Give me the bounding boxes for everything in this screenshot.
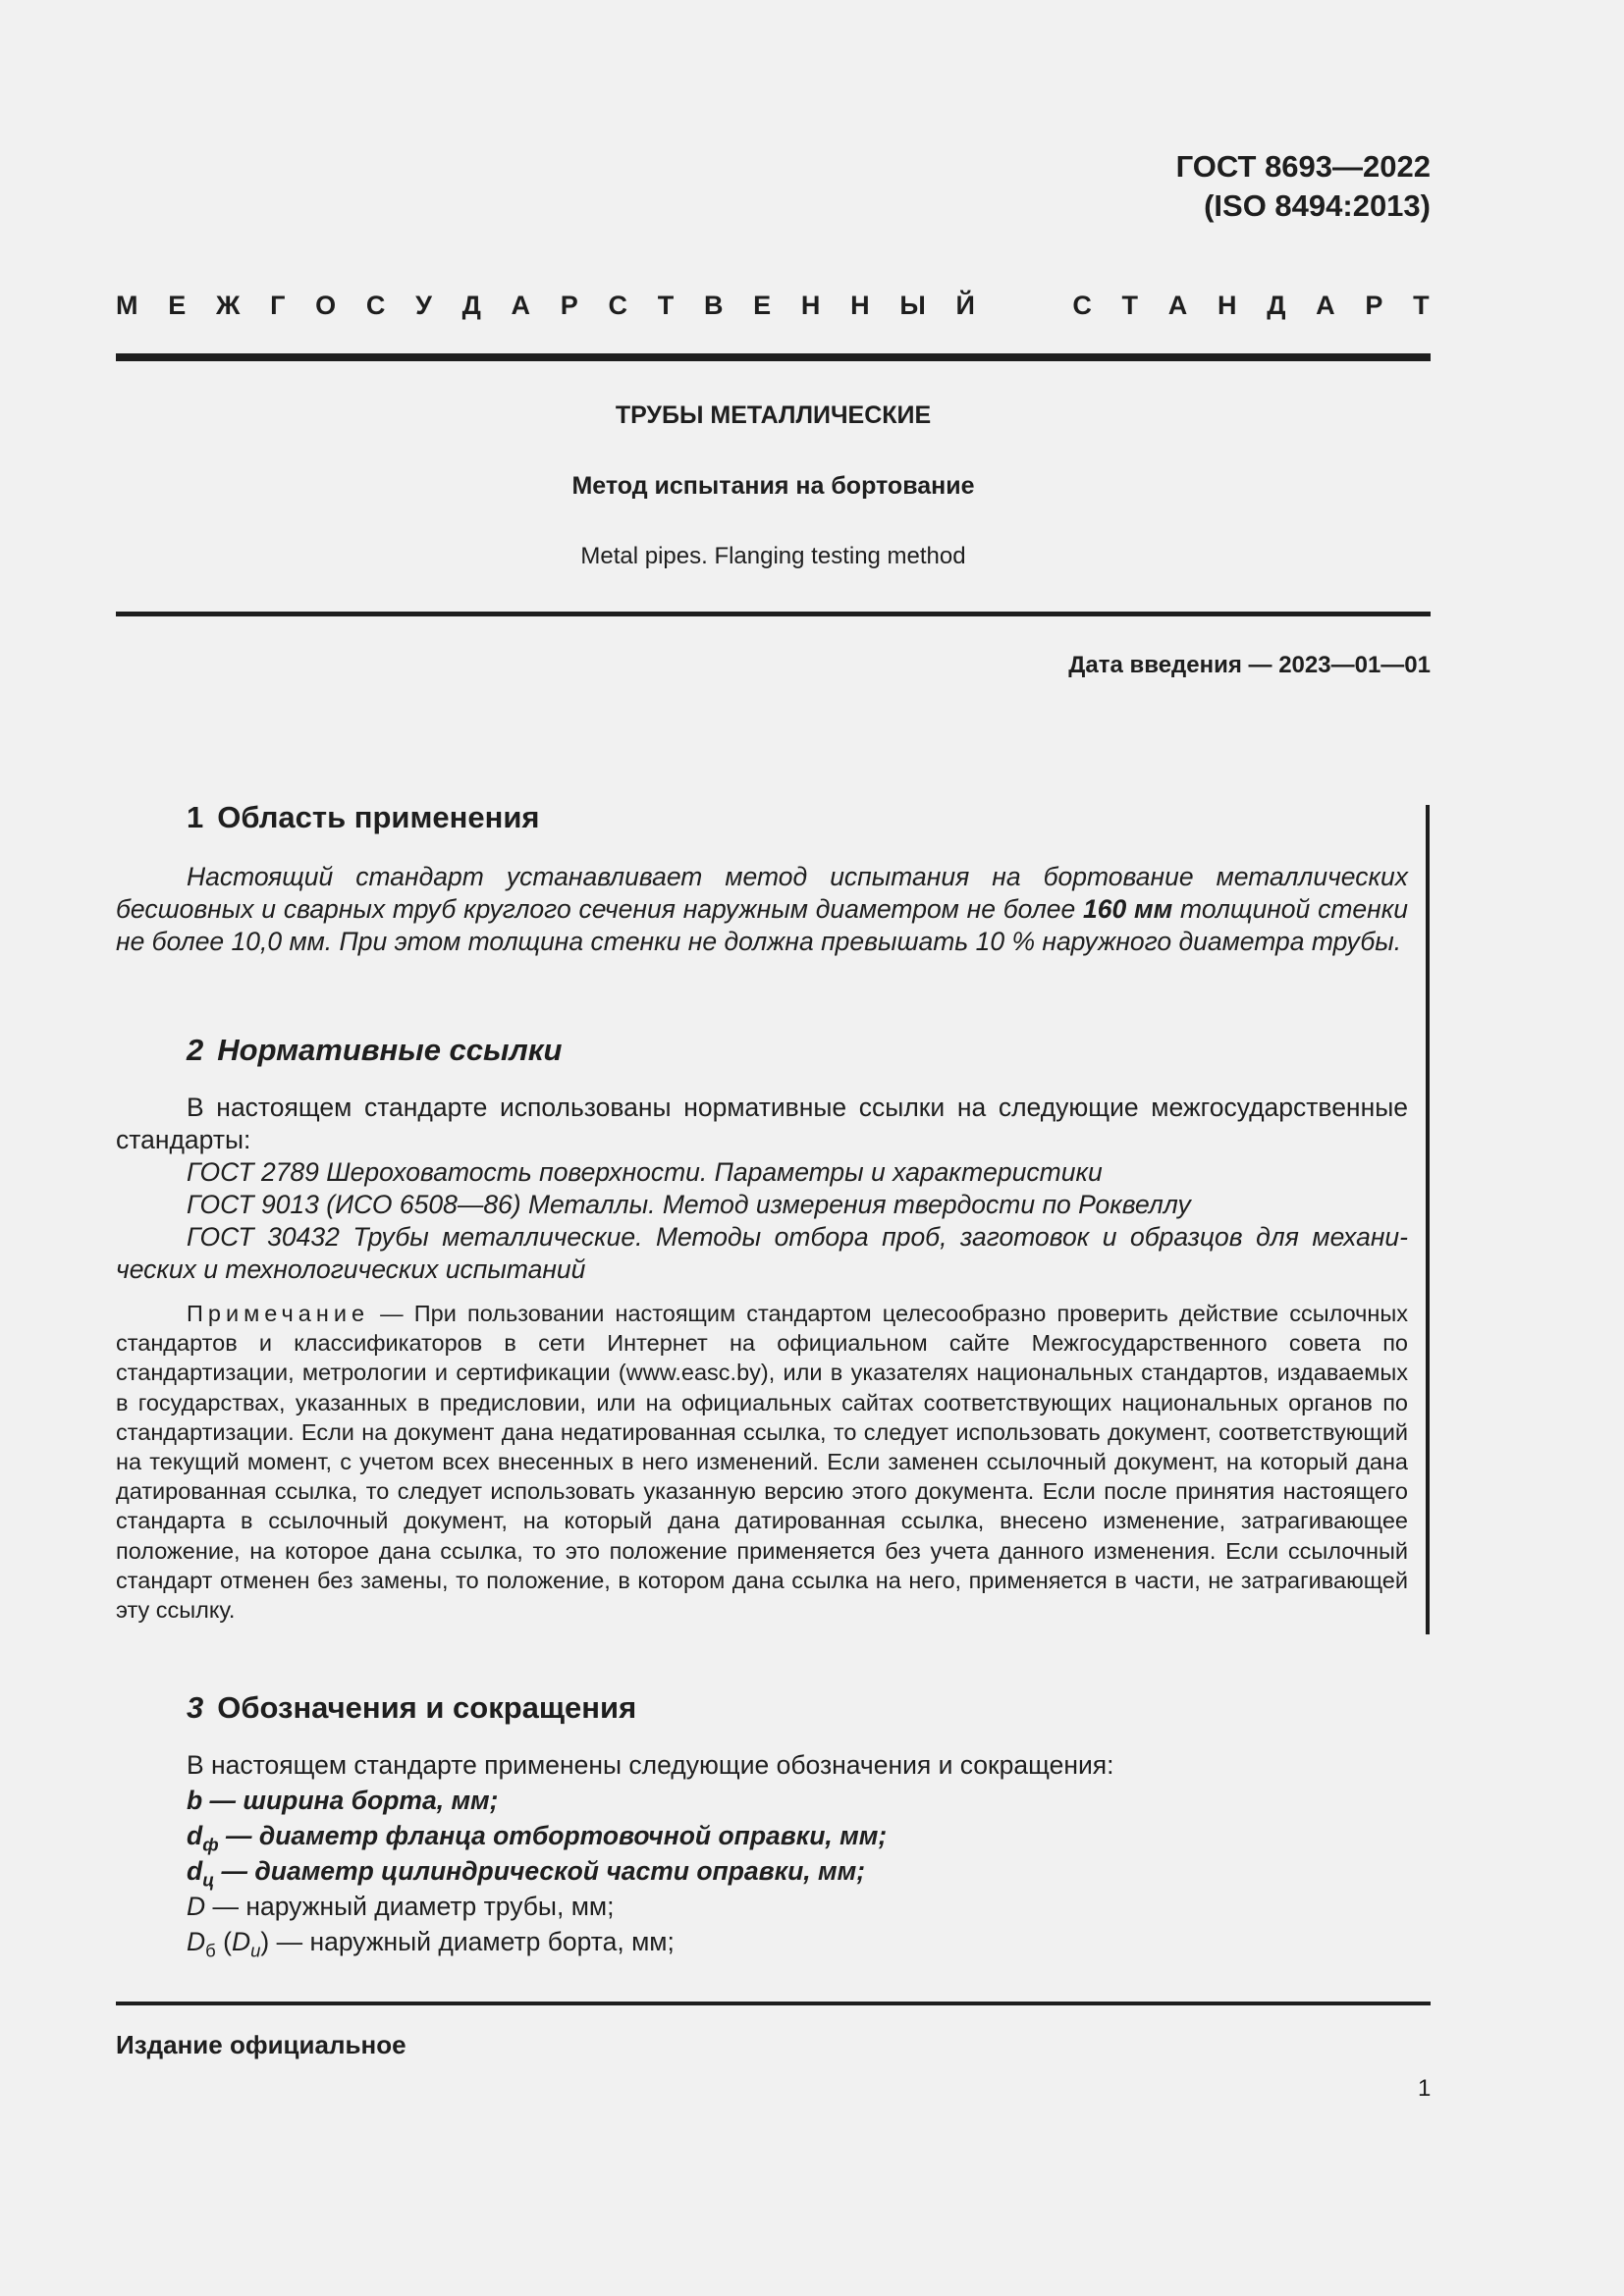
symbol-definition: ) — наружный диаметр борта, мм; [260,1927,675,1956]
section-title: Обозначения и сокращения [217,1690,637,1725]
heading-letter: Т [1413,291,1430,320]
paragraph-bold-value: 160 мм [1083,894,1173,924]
section-number: 2 [187,1033,204,1067]
document-title: ТРУБЫ МЕТАЛЛИЧЕСКИЕ [615,401,932,429]
section-number: 1 [187,800,204,834]
symbol-subscript: б [205,1940,216,1961]
page-number: 1 [1418,2075,1432,2102]
heading-letter: Р [560,291,578,320]
section-1-heading [187,800,540,835]
iso-code: (ISO 8494:2013) [1204,188,1431,223]
document-subtitle: Метод испытания на бортование [571,472,975,500]
gost-code-block [1176,147,1431,226]
heading-letter: С [608,291,627,320]
section-title: Нормативные ссылки [217,1033,563,1067]
word-gap [1005,291,1043,321]
section-2-note [116,1299,1408,1625]
heading-letter: Ж [215,291,241,320]
section-3-intro: В настоящем стандарте применены следующие обозначения и сокращения: [187,1750,1114,1780]
introduction-date: Дата введения — 2023—01—01 [1068,652,1431,678]
symbol-subscript: ф [202,1834,219,1855]
heading-letter: А [511,291,531,320]
heading-letter: Д [1267,291,1286,320]
reference-item: ГОСТ 9013 (ИСО 6508—86) Металлы. Метод измерения твердости по Роквеллу [187,1190,1191,1219]
standard-type-heading [116,291,1430,321]
heading-letter: Т [657,291,675,320]
symbol-definition: — наружный диаметр трубы, мм; [205,1892,615,1921]
gost-code: ГОСТ 8693—2022 [1175,149,1431,184]
heading-letter: Р [1365,291,1383,320]
symbol-paren: ( [215,1927,232,1956]
english-title: Metal pipes. Flanging testing method [580,543,966,569]
change-marker-bar [1426,805,1430,1634]
title-rule [116,612,1431,616]
heading-letter: Н [1217,291,1237,320]
heading-letter: С [365,291,386,320]
heading-letter: Е [168,291,187,320]
heading-letter: А [1167,291,1188,320]
symbol-letter: d [187,1856,203,1886]
symbol-D [187,1889,615,1924]
paragraph-text: Настоящий стандарт устанавливает метод испытания на бортование металлических бесшовных и сварных труб круглого сечения наружным диаметром не более [116,862,1408,924]
symbol-letter: d [187,1821,203,1850]
heading-letter: Е [753,291,772,320]
symbol-letter: D [187,1892,206,1921]
section-title: Область применения [217,800,540,834]
heading-letter: У [415,291,432,320]
heading-letter: А [1316,291,1335,320]
symbol-definition: — диаметр фланца отбортовочной оправки, мм; [218,1821,888,1850]
symbol-D-flange [187,1924,675,1968]
heading-letter: Д [461,291,481,320]
heading-letter: О [315,291,337,320]
symbol-letter: D [187,1927,206,1956]
symbol-subscript: u [250,1940,261,1961]
note-label: Примечание [187,1301,370,1326]
heading-letter: Й [955,291,975,320]
section-2-heading [187,1033,562,1068]
top-rule [116,353,1431,361]
heading-letter: М [116,291,138,320]
heading-letter: Ы [899,291,926,320]
official-edition-label: Издание официальное [116,2030,406,2059]
section-1-paragraph [116,861,1408,958]
footer-rule [116,2002,1431,2005]
heading-letter: В [703,291,724,320]
symbol-subscript: ц [202,1869,215,1891]
symbol-b: b — ширина борта, мм; [187,1786,499,1815]
paragraph-text: толщиной стенки не более 10,0 мм. При этом толщина стенки не должна превышать 10 % наружного диаметра трубы. [116,894,1408,956]
symbol-letter: D [231,1927,251,1956]
heading-letter: С [1072,291,1092,320]
heading-letter: Г [270,291,286,320]
reference-item: ГОСТ 30432 Трубы металлические. Методы отбора проб, заготовок и образцов для механических и технологических испытаний [116,1222,1408,1284]
heading-letter: Т [1121,291,1139,320]
symbol-definition: — диаметр цилиндрической части оправки, мм; [214,1856,866,1886]
note-text: — При пользовании настоящим стандартом целесообразно проверить действие ссылочных стандартов и классификаторов в сети Интернет на официальном сайте Межгосударственного совета по стандартизации, метрологии и сертификации (www.easc.by), или в указателях национальных стандартов, издаваемых в государствах, указанных в предисловии, или на официальных сайтах соответствующих национальных органов по стандартизации. Если на документ дана недатированная ссылка, то следует использовать документ, соответствующий на текущий момент, с учетом всех внесенных в него изменений. Если заменен ссылочный документ, на который дана датированная ссылка, то следует использовать указанную версию этого документа. Если после принятия настоящего стандарта в ссылочный документ, на который дана датированная ссылка, внесено изменение, затрагивающее положение, на которое дана ссылка, то это положение применяется без учета данного изменения. Если ссылочный стандарт отменен без замены, то положение, в котором дана ссылка на него, применяется в части, не затрагивающей эту ссылку. [116,1301,1408,1624]
section-number: 3 [187,1690,204,1725]
heading-letter: Н [800,291,821,320]
reference-item: ГОСТ 2789 Шероховатость поверхности. Параметры и характеристики [187,1157,1103,1187]
heading-letter: Н [850,291,870,320]
section-3-heading [187,1690,636,1726]
section-2-intro: В настоящем стандарте использованы нормативные ссылки на следующие межгосударственные стандарты: [116,1093,1408,1154]
